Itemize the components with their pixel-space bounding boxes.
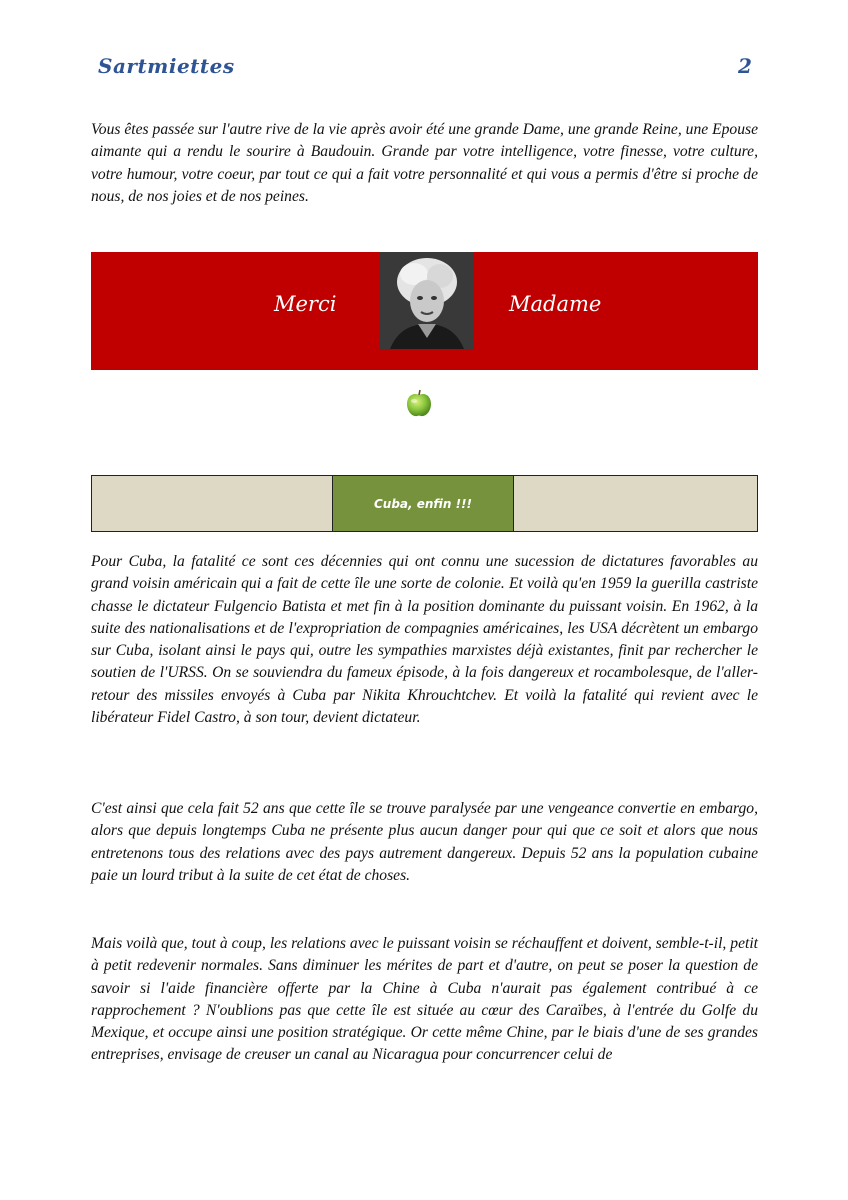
table-left-cell (92, 476, 333, 531)
section-title: Cuba, enfin !!! (333, 476, 514, 531)
banner-left-word: Merci (274, 292, 337, 316)
table-right-cell (514, 476, 757, 531)
cuba-paragraph-3: Mais voilà que, tout à coup, les relations avec le puissant voisin se réchauffent et doivent, semble-t-il, petit à petit redevenir normales. Sans diminuer les mérites de part et d'autre, on peut se poser la question de savoir si l'aide financière offerte par la Chine à Cuba n'aurait pas également contribué à ce rapprochement ? N'oublions pas que cette île est située au cœur des Caraïbes, à l'entrée du Golfe du Mexique, et occupe ainsi une position stratégique. Or cette même Chine, par le biais d'une de ses grandes entreprises, envisage de creuser un canal au Nicaragua pour concurrencer celui de (91, 935, 758, 1064)
document-title: Sartmiettes (98, 54, 235, 78)
section-header-table (91, 475, 758, 532)
apple-icon (404, 388, 434, 418)
intro-paragraph: Vous êtes passée sur l'autre rive de la vie après avoir été une grande Dame, une grande Reine, une Epouse aimante qui a rendu le sourire à Baudouin. Grande par votre intelligence, votre finesse, votre culture, votre humour, votre coeur, par tout ce qui a fait votre personnalité et qui vous a permis d'être si proche de nous, de nos joies et de nos peines. (91, 121, 758, 205)
page-number: 2 (738, 54, 752, 78)
portrait-photo (380, 252, 473, 349)
cuba-paragraph-2: C'est ainsi que cela fait 52 ans que cette île se trouve paralysée par une vengeance convertie en embargo, alors que depuis longtemps Cuba ne présente plus aucun danger pour qui que ce soit et alors que nous entretenons tous des relations avec des pays autrement dangereux. Depuis 52 ans la population cubaine paie un lourd tribut à la suite de cet état de choses. (91, 800, 758, 884)
banner-right-word: Madame (509, 292, 602, 316)
cuba-paragraph-1: Pour Cuba, la fatalité ce sont ces décennies qui ont connu une sucession de dictatures favorables au grand voisin américain qui a fait de cette île une sorte de colonie. Et voilà qu'en 1959 la guerilla castriste chasse le dictateur Fulgencio Batista et met fin à la position dominante du puissant voisin. En 1962, à la suite des nationalisations et de l'expropriation de compagnies américaines, les USA décrètent un embargo sur Cuba, isolant ainsi le pays qui, outre les sympathies marxistes déjà existantes, finit par rechercher le soutien de l'URSS. On se souviendra du fameux épisode, à la fois dangereux et rocambolesque, de l'aller-retour des missiles envoyés à Cuba par Nikita Khrouchtchev. Et voilà la fatalité qui revient avec le libérateur Fidel Castro, à son tour, devient dictateur. (91, 553, 758, 727)
